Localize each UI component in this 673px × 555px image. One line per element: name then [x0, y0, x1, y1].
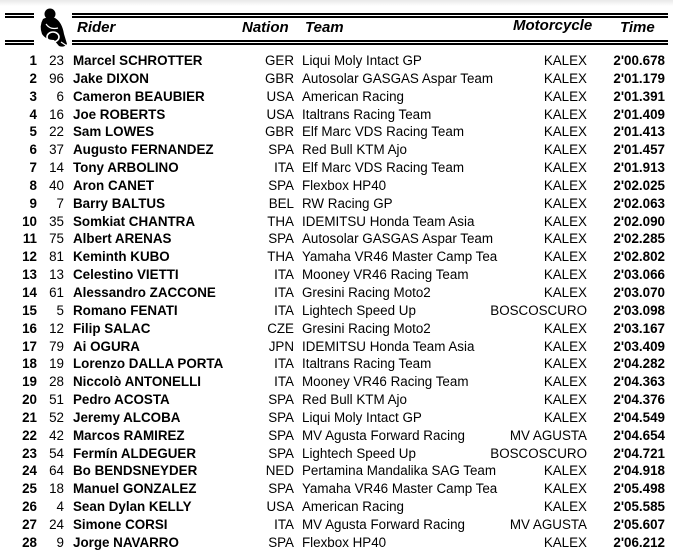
table-row: [0, 534, 673, 552]
position-cell: 9: [29, 195, 37, 211]
nation-cell: SPA: [268, 445, 294, 461]
lap-time-cell: 2'01.413: [613, 124, 665, 140]
lap-time-cell: 2'00.678: [613, 53, 665, 68]
motorcycle-cell: MV AGUSTA: [509, 427, 587, 443]
position-cell: 4: [29, 106, 37, 122]
table-row: [0, 302, 673, 320]
rider-number-cell: 23: [49, 53, 64, 68]
table-row: [0, 195, 673, 213]
rider-name-cell: Marcos RAMIREZ: [73, 427, 185, 443]
nation-cell: ITA: [274, 356, 294, 372]
rider-number-cell: 5: [56, 302, 64, 318]
rider-name-cell: Sam LOWES: [73, 124, 155, 140]
nation-cell: JPN: [268, 338, 294, 354]
motorcycle-rider-icon: [34, 6, 72, 50]
header-bottom-rule-left-2: [5, 43, 37, 45]
rider-number-cell: 12: [49, 320, 64, 336]
team-cell: Gresini Racing Moto2: [302, 284, 431, 300]
position-cell: 20: [22, 392, 37, 408]
team-cell: Flexbox HP40: [302, 177, 387, 193]
lap-time-cell: 2'03.409: [613, 338, 665, 354]
rider-name-cell: Aron CANET: [73, 177, 155, 193]
motorcycle-cell: KALEX: [543, 499, 587, 515]
team-cell: IDEMITSU Honda Team Asia: [302, 213, 475, 229]
column-header-team: Team: [305, 19, 344, 36]
rider-number-cell: 7: [56, 195, 64, 211]
table-row: [0, 248, 673, 266]
table-row: [0, 177, 673, 195]
team-cell: Liqui Moly Intact GP: [302, 409, 422, 425]
motorcycle-cell: KALEX: [543, 213, 587, 229]
table-row: [0, 230, 673, 248]
nation-cell: ITA: [274, 374, 294, 390]
rider-number-cell: 22: [49, 124, 64, 140]
table-row: [0, 123, 673, 141]
motorcycle-cell: MV AGUSTA: [509, 516, 587, 532]
lap-time-cell: 2'05.607: [613, 516, 665, 532]
nation-cell: GBR: [264, 124, 294, 140]
nation-cell: ITA: [274, 267, 294, 283]
rider-number-cell: 52: [49, 409, 64, 425]
motorcycle-cell: KALEX: [543, 249, 587, 265]
team-cell: IDEMITSU Honda Team Asia: [302, 338, 475, 354]
rider-number-cell: 13: [49, 267, 64, 283]
table-row: [0, 70, 673, 88]
rider-name-cell: Barry BALTUS: [73, 195, 166, 211]
team-cell: American Racing: [302, 499, 404, 515]
rider-number-cell: 6: [56, 88, 64, 104]
position-cell: 5: [29, 124, 37, 140]
nation-cell: NED: [265, 463, 294, 479]
team-cell: Mooney VR46 Racing Team: [302, 374, 469, 390]
position-cell: 1: [29, 53, 37, 68]
header-top-rule-left-1: [5, 13, 35, 15]
position-cell: 25: [22, 481, 37, 497]
header-top-rule-left-2: [5, 16, 35, 18]
team-cell: Autosolar GASGAS Aspar Team: [302, 231, 494, 247]
nation-cell: SPA: [268, 427, 294, 443]
rider-name-cell: Albert ARENAS: [73, 231, 172, 247]
motorcycle-cell: KALEX: [543, 160, 587, 176]
nation-cell: SPA: [268, 392, 294, 408]
table-row: [0, 52, 673, 70]
rider-name-cell: Pedro ACOSTA: [73, 392, 170, 408]
motorcycle-cell: KALEX: [543, 70, 587, 86]
team-cell: Lightech Speed Up: [302, 445, 416, 461]
table-row: [0, 427, 673, 445]
rider-number-cell: 4: [56, 499, 64, 515]
table-row: [0, 355, 673, 373]
nation-cell: SPA: [268, 142, 294, 158]
rider-number-cell: 64: [49, 463, 64, 479]
table-row: [0, 141, 673, 159]
nation-cell: USA: [266, 106, 294, 122]
rider-number-cell: 37: [49, 142, 64, 158]
team-cell: Autosolar GASGAS Aspar Team: [302, 70, 494, 86]
motorcycle-cell: KALEX: [543, 534, 587, 550]
rider-number-cell: 9: [56, 534, 64, 550]
position-cell: 3: [29, 88, 37, 104]
nation-cell: BEL: [268, 195, 294, 211]
team-cell: Pertamina Mandalika SAG Team: [302, 463, 497, 479]
nation-cell: CZE: [267, 320, 294, 336]
table-row: [0, 391, 673, 409]
lap-time-cell: 2'04.918: [613, 463, 665, 479]
position-cell: 13: [22, 267, 37, 283]
nation-cell: USA: [266, 88, 294, 104]
motorcycle-cell: KALEX: [543, 142, 587, 158]
position-cell: 17: [22, 338, 37, 354]
lap-time-cell: 2'03.098: [613, 302, 665, 318]
position-cell: 24: [22, 463, 37, 479]
lap-time-cell: 2'02.285: [613, 231, 665, 247]
table-row: [0, 498, 673, 516]
lap-time-cell: 2'04.654: [613, 427, 665, 443]
rider-number-cell: 51: [49, 392, 64, 408]
column-header-motorcycle: Motorcycle: [513, 17, 593, 34]
position-cell: 10: [22, 213, 37, 229]
position-cell: 23: [22, 445, 37, 461]
team-cell: MV Agusta Forward Racing: [302, 516, 465, 532]
team-cell: Elf Marc VDS Racing Team: [302, 124, 464, 140]
lap-time-cell: 2'04.282: [613, 356, 665, 372]
nation-cell: ITA: [274, 302, 294, 318]
rider-name-cell: Keminth KUBO: [73, 249, 170, 265]
nation-cell: SPA: [268, 534, 294, 550]
team-cell: Liqui Moly Intact GP: [302, 53, 422, 68]
position-cell: 28: [22, 534, 37, 550]
lap-time-cell: 2'05.498: [613, 481, 665, 497]
lap-time-cell: 2'05.585: [613, 499, 665, 515]
table-row: [0, 106, 673, 124]
rider-name-cell: Jorge NAVARRO: [73, 534, 179, 550]
team-cell: Italtrans Racing Team: [302, 356, 432, 372]
nation-cell: ITA: [274, 160, 294, 176]
team-cell: American Racing: [302, 88, 404, 104]
motorcycle-cell: KALEX: [543, 356, 587, 372]
rider-name-cell: Cameron BEAUBIER: [73, 88, 205, 104]
lap-time-cell: 2'02.090: [613, 213, 665, 229]
lap-time-cell: 2'03.066: [613, 267, 665, 283]
position-cell: 21: [22, 409, 37, 425]
rider-name-cell: Augusto FERNANDEZ: [73, 142, 214, 158]
motorcycle-cell: KALEX: [543, 106, 587, 122]
column-header-time: Time: [620, 19, 655, 36]
table-row: [0, 338, 673, 356]
rider-number-cell: 79: [49, 338, 64, 354]
top-shade: [0, 0, 673, 6]
team-cell: Gresini Racing Moto2: [302, 320, 431, 336]
motorcycle-cell: KALEX: [543, 338, 587, 354]
rider-name-cell: Niccolò ANTONELLI: [73, 374, 201, 390]
position-cell: 12: [22, 249, 37, 265]
rider-name-cell: Ai OGURA: [73, 338, 140, 354]
table-row: [0, 88, 673, 106]
rider-number-cell: 96: [49, 70, 64, 86]
motorcycle-cell: BOSCOSCURO: [490, 302, 587, 318]
lap-time-cell: 2'04.721: [613, 445, 665, 461]
motorcycle-cell: KALEX: [543, 320, 587, 336]
rider-name-cell: Manuel GONZALEZ: [73, 481, 197, 497]
position-cell: 2: [29, 70, 37, 86]
nation-cell: USA: [266, 499, 294, 515]
team-cell: Yamaha VR46 Master Camp Tea: [302, 481, 498, 497]
table-row: [0, 159, 673, 177]
rider-name-cell: Bo BENDSNEYDER: [73, 463, 198, 479]
rider-number-cell: 19: [49, 356, 64, 372]
position-cell: 27: [22, 516, 37, 532]
rider-number-cell: 16: [49, 106, 64, 122]
table-row: [0, 480, 673, 498]
nation-cell: GER: [264, 53, 294, 68]
table-row: [0, 462, 673, 480]
position-cell: 26: [22, 499, 37, 515]
rider-number-cell: 28: [49, 374, 64, 390]
nation-cell: ITA: [274, 284, 294, 300]
position-cell: 22: [22, 427, 37, 443]
motorcycle-cell: KALEX: [543, 88, 587, 104]
position-cell: 16: [22, 320, 37, 336]
position-cell: 19: [22, 374, 37, 390]
position-cell: 6: [29, 142, 37, 158]
rider-number-cell: 40: [49, 177, 64, 193]
lap-time-cell: 2'04.363: [613, 374, 665, 390]
nation-cell: GBR: [264, 70, 294, 86]
rider-name-cell: Simone CORSI: [73, 516, 168, 532]
rider-name-cell: Filip SALAC: [73, 320, 151, 336]
rider-name-cell: Tony ARBOLINO: [73, 160, 179, 176]
team-cell: Italtrans Racing Team: [302, 106, 432, 122]
column-header-rider: Rider: [77, 19, 116, 36]
rider-name-cell: Jake DIXON: [73, 70, 149, 86]
motorcycle-cell: KALEX: [543, 392, 587, 408]
table-row: [0, 284, 673, 302]
rider-name-cell: Celestino VIETTI: [73, 267, 179, 283]
motorcycle-cell: KALEX: [543, 284, 587, 300]
rider-name-cell: Alessandro ZACCONE: [73, 284, 216, 300]
team-cell: MV Agusta Forward Racing: [302, 427, 465, 443]
lap-time-cell: 2'01.409: [613, 106, 665, 122]
team-cell: Red Bull KTM Ajo: [302, 142, 407, 158]
team-cell: RW Racing GP: [302, 195, 393, 211]
nation-cell: SPA: [268, 481, 294, 497]
table-row: [0, 213, 673, 231]
rider-name-cell: Jeremy ALCOBA: [73, 409, 181, 425]
nation-cell: SPA: [268, 409, 294, 425]
lap-time-cell: 2'01.457: [613, 142, 665, 158]
team-cell: Elf Marc VDS Racing Team: [302, 160, 464, 176]
lap-time-cell: 2'02.025: [613, 177, 665, 193]
position-cell: 14: [22, 284, 37, 300]
team-cell: Lightech Speed Up: [302, 302, 416, 318]
nation-cell: SPA: [268, 177, 294, 193]
table-row: [0, 409, 673, 427]
rider-name-cell: Somkiat CHANTRA: [73, 213, 196, 229]
position-cell: 11: [22, 231, 37, 247]
rider-number-cell: 42: [49, 427, 64, 443]
lap-time-cell: 2'02.063: [613, 195, 665, 211]
rider-number-cell: 24: [49, 516, 64, 532]
lap-time-cell: 2'06.212: [613, 534, 665, 550]
rider-number-cell: 35: [49, 213, 64, 229]
rider-name-cell: Lorenzo DALLA PORTA: [73, 356, 224, 372]
lap-time-cell: 2'03.167: [613, 320, 665, 336]
motorcycle-cell: KALEX: [543, 53, 587, 68]
lap-time-cell: 2'01.179: [613, 70, 665, 86]
position-cell: 15: [22, 302, 37, 318]
header-bottom-rule-2: [70, 43, 668, 45]
motorcycle-cell: KALEX: [543, 481, 587, 497]
motorcycle-cell: KALEX: [543, 463, 587, 479]
motorcycle-cell: KALEX: [543, 409, 587, 425]
table-row: [0, 266, 673, 284]
nation-cell: SPA: [268, 231, 294, 247]
rider-name-cell: Joe ROBERTS: [73, 106, 166, 122]
results-table: [0, 52, 673, 552]
motorcycle-cell: BOSCOSCURO: [490, 445, 587, 461]
rider-number-cell: 14: [49, 160, 64, 176]
header-top-rule-1: [71, 13, 668, 15]
position-cell: 8: [29, 177, 37, 193]
header-bottom-rule-left-1: [5, 40, 37, 42]
rider-number-cell: 18: [49, 481, 64, 497]
rider-name-cell: Marcel SCHROTTER: [73, 53, 203, 68]
rider-number-cell: 75: [49, 231, 64, 247]
team-cell: Mooney VR46 Racing Team: [302, 267, 469, 283]
motorcycle-cell: KALEX: [543, 231, 587, 247]
header-bottom-rule-1: [70, 40, 668, 42]
rider-name-cell: Fermín ALDEGUER: [73, 445, 197, 461]
rider-number-cell: 61: [49, 284, 64, 300]
table-row: [0, 373, 673, 391]
motorcycle-cell: KALEX: [543, 124, 587, 140]
motorcycle-cell: KALEX: [543, 374, 587, 390]
rider-number-cell: 81: [49, 249, 64, 265]
team-cell: Flexbox HP40: [302, 534, 387, 550]
table-row: [0, 445, 673, 463]
motorcycle-cell: KALEX: [543, 195, 587, 211]
motorcycle-cell: KALEX: [543, 177, 587, 193]
nation-cell: THA: [267, 213, 294, 229]
lap-time-cell: 2'04.376: [613, 392, 665, 408]
lap-time-cell: 2'02.802: [613, 249, 665, 265]
column-header-nation: Nation: [242, 19, 289, 36]
team-cell: Red Bull KTM Ajo: [302, 392, 407, 408]
rider-number-cell: 54: [49, 445, 64, 461]
nation-cell: THA: [267, 249, 294, 265]
table-row: [0, 516, 673, 534]
lap-time-cell: 2'03.070: [613, 284, 665, 300]
position-cell: 7: [29, 160, 37, 176]
motorcycle-cell: KALEX: [543, 267, 587, 283]
rider-name-cell: Romano FENATI: [73, 302, 178, 318]
lap-time-cell: 2'04.549: [613, 409, 665, 425]
position-cell: 18: [22, 356, 37, 372]
lap-time-cell: 2'01.391: [613, 88, 665, 104]
team-cell: Yamaha VR46 Master Camp Tea: [302, 249, 498, 265]
lap-time-cell: 2'01.913: [613, 160, 665, 176]
nation-cell: ITA: [274, 516, 294, 532]
table-row: [0, 320, 673, 338]
rider-name-cell: Sean Dylan KELLY: [73, 499, 192, 515]
